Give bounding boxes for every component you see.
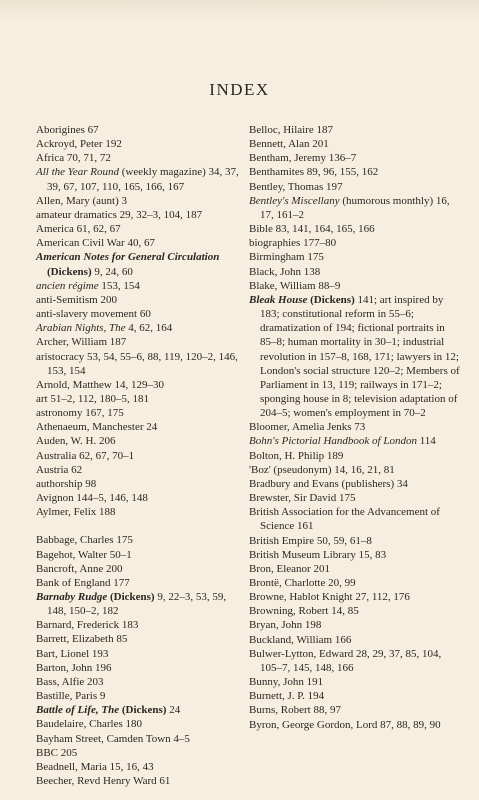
index-entry [249, 647, 461, 675]
index-entry [36, 491, 241, 505]
index-entry-text: Allen, Mary (aunt) 3 [36, 194, 128, 207]
index-entry-text: Brontë, Charlotte 20, 99 [249, 577, 356, 589]
index-entry-text: Australia 62, 67, 70–1 [36, 449, 135, 462]
index-entry-text: Avignon 144–5, 146, 148 [36, 492, 148, 505]
index-entry-text: Burns, Robert 88, 97 [249, 704, 341, 717]
index-entry-text: British Association for the Advancement of Science 161 [249, 506, 440, 533]
index-entry-text: Browne, Hablot Knight 27, 112, 176 [249, 591, 410, 604]
index-entry-text: Brewster, Sir David 175 [249, 492, 356, 505]
index-entry [249, 123, 461, 137]
index-entry [36, 420, 241, 434]
index-entry-text: 24 [166, 704, 181, 717]
index-entry [36, 222, 241, 236]
index-entry [36, 378, 241, 392]
index-entry-text: Athenaeum, Manchester 24 [36, 421, 158, 434]
index-entry-text: Ackroyd, Peter 192 [36, 138, 122, 151]
index-entry-text: astronomy 167, 175 [36, 407, 124, 420]
index-entry [249, 477, 461, 491]
index-entry [249, 236, 461, 250]
index-entry-text: Austria 62 [36, 463, 83, 476]
index-entry-text: Arnold, Matthew 14, 129–30 [36, 378, 165, 391]
index-entry-text: Bible 83, 141, 164, 165, 166 [249, 223, 375, 236]
index-entry-text: Blake, William 88–9 [249, 279, 341, 292]
index-entry [36, 774, 241, 788]
index-entry-text: Aborigines 67 [36, 124, 99, 136]
index-entry-text: Byron, George Gordon, Lord 87, 88, 89, 90 [249, 718, 441, 731]
index-entry-text: Baudelaire, Charles 180 [36, 718, 142, 731]
index-entry-text: art 51–2, 112, 180–5, 181 [36, 392, 149, 405]
index-entry [36, 236, 241, 250]
index-entry [36, 647, 241, 661]
index-entry-text: ancien régime [36, 279, 99, 292]
index-entry-text: Barnaby Rudge [36, 591, 108, 603]
index-entry-text: Bunny, John 191 [249, 676, 324, 689]
index-entry-text: (humorous monthly) 16, 17, 161–2 [260, 194, 450, 221]
index-entry [249, 180, 461, 194]
index-entry-text: 114 [416, 435, 436, 448]
index-entry [36, 321, 241, 335]
index-entry-text: (weekly magazine) 34, 37, 39, 67, 107, 110, 165, 166, 167 [47, 166, 239, 193]
index-entry [36, 576, 241, 590]
index-entry-text: Bastille, Paris 9 [36, 690, 106, 703]
index-entry-text: 153, 154 [98, 279, 140, 292]
index-entry [249, 279, 461, 293]
index-column-left [36, 123, 241, 788]
index-entry-text: 9, 24, 60 [91, 265, 133, 278]
index-entry [36, 165, 241, 193]
index-entry-text: (Dickens) [307, 293, 355, 306]
index-entry-text: Barton, John 196 [36, 661, 112, 674]
index-entry-text: Burnett, J. P. 194 [249, 690, 325, 703]
index-entry [36, 689, 241, 703]
index-entry [249, 576, 461, 590]
index-entry-text: Bulwer-Lytton, Edward 28, 29, 37, 85, 104, 105–7, 145, 148, 166 [249, 647, 442, 674]
index-entry [249, 718, 461, 732]
index-entry [249, 548, 461, 562]
index-entry [249, 633, 461, 647]
index-entry [36, 137, 241, 151]
index-entry [36, 208, 241, 222]
index-entry-text: Auden, W. H. 206 [36, 435, 116, 448]
index-entry [249, 534, 461, 548]
index-entry [36, 632, 241, 646]
index-entry [249, 222, 461, 236]
index-entry [36, 151, 241, 165]
index-entry-text: Bass, Alfie 203 [36, 675, 104, 688]
index-entry [36, 194, 241, 208]
page-title: INDEX [209, 80, 270, 99]
index-entry [36, 307, 241, 321]
index-entry [36, 760, 241, 774]
index-entry [36, 533, 241, 547]
index-column-right [249, 123, 461, 732]
index-entry-text: Belloc, Hilaire 187 [249, 124, 334, 136]
index-entry-text: aristocracy 53, 54, 55–6, 88, 119, 120–2, 146, 153, 154 [36, 350, 238, 377]
index-entry [36, 434, 241, 448]
index-entry-text: amateur dramatics 29, 32–3, 104, 187 [36, 208, 203, 221]
index-entry-text: 'Boz' (pseudonym) 14, 16, 21, 81 [249, 463, 395, 476]
index-entry-text: Bolton, H. Philip 189 [249, 449, 344, 462]
index-entry-text: Buckland, William 166 [249, 633, 352, 646]
index-entry [36, 392, 241, 406]
index-entry-text: Bradbury and Evans (publishers) 34 [249, 477, 408, 490]
index-entry [249, 194, 461, 222]
index-entry [249, 250, 461, 264]
index-entry-text: Bank of England 177 [36, 576, 130, 589]
index-entry [36, 293, 241, 307]
index-entry-text: Benthamites 89, 96, 155, 162 [249, 166, 379, 179]
index-entry-text: Archer, William 187 [36, 336, 127, 349]
index-entry-text: Bentley's Miscellany [249, 194, 340, 207]
index-entry-text: 141; art inspired by 183; constitutional reform in 55–6; dramatization of 194; fictional portraits in 85–8; human mortality in 30–1; industrial revolution in 157–8, 168, 171; lawyers in 12; London's social structure 120–2; Members of Parliament in 13, 119; railways in 171–2; sponging house in 8; television adaptation of 204–5; women's employment in 70–2 [260, 293, 460, 420]
index-entry-text: Bloomer, Amelia Jenks 73 [249, 421, 366, 434]
index-entry [249, 434, 461, 448]
index-entry [249, 590, 461, 604]
index-entry [36, 123, 241, 137]
index-entry-text: American Civil War 40, 67 [36, 237, 155, 250]
index-entry-text: Bohn's Pictorial Handbook of London [249, 435, 417, 448]
index-entry [36, 350, 241, 378]
index-entry [36, 279, 241, 293]
index-entry-text: Browning, Robert 14, 85 [249, 605, 359, 618]
index-entry-text: Bagehot, Walter 50–1 [36, 548, 132, 561]
index-entry [249, 618, 461, 632]
index-entry-text: (Dickens) [107, 591, 155, 603]
index-entry-text: (Dickens) [119, 704, 167, 717]
index-entry [36, 477, 241, 491]
index-entry-text: Birmingham 175 [249, 251, 324, 264]
index-entry [36, 406, 241, 420]
index-entry-text: anti-Semitism 200 [36, 293, 117, 306]
index-entry [36, 590, 241, 618]
index-entry-text: BBC 205 [36, 746, 78, 759]
index-entry [36, 463, 241, 477]
index-entry [249, 165, 461, 179]
index-entry [36, 732, 241, 746]
index-entry-text: (Dickens) [47, 265, 92, 278]
bleed-through-header [0, 0, 479, 22]
index-entry-text: America 61, 62, 67 [36, 223, 121, 236]
index-entry-text: Africa 70, 71, 72 [36, 152, 111, 165]
index-entry-text: Babbage, Charles 175 [36, 534, 133, 547]
index-entry-text: Bentham, Jeremy 136–7 [249, 152, 357, 165]
index-entry-text: British Museum Library 15, 83 [249, 548, 387, 561]
index-entry [249, 449, 461, 463]
index-entry [249, 137, 461, 151]
index-entry-text: Bennett, Alan 201 [249, 138, 329, 151]
index-entry-text: anti-slavery movement 60 [36, 308, 151, 321]
index-entry [36, 250, 241, 278]
index-entry [36, 746, 241, 760]
index-entry [249, 151, 461, 165]
index-entry [36, 661, 241, 675]
index-entry-text: Bryan, John 198 [249, 619, 322, 632]
index-entry [36, 548, 241, 562]
index-entry [36, 717, 241, 731]
index-entry [249, 505, 461, 533]
index-entry-text: Aylmer, Felix 188 [36, 506, 116, 519]
index-entry [249, 491, 461, 505]
index-entry-text: Bron, Eleanor 201 [249, 562, 330, 575]
index-entry [249, 703, 461, 717]
index-entry [249, 604, 461, 618]
index-entry-text: Beecher, Revd Henry Ward 61 [36, 775, 171, 788]
index-entry-text: Bentley, Thomas 197 [249, 180, 343, 193]
index-entry-text: Barnard, Frederick 183 [36, 619, 139, 632]
index-entry-text: authorship 98 [36, 477, 97, 490]
index-entry [36, 703, 241, 717]
index-entry-text: biographies 177–80 [249, 237, 337, 250]
index-entry-text: Bart, Lionel 193 [36, 647, 109, 660]
index-entry [36, 335, 241, 349]
index-entry [249, 420, 461, 434]
index-entry-text: Bleak House [249, 293, 308, 306]
index-entry [36, 562, 241, 576]
index-entry-text: Black, John 138 [249, 265, 321, 278]
index-entry-text: Beadnell, Maria 15, 16, 43 [36, 760, 154, 773]
letter-group-gap [36, 519, 241, 533]
index-entry [249, 562, 461, 576]
index-entry-text: Barrett, Elizabeth 85 [36, 633, 128, 646]
index-entry-text: Battle of Life, The [36, 704, 120, 717]
index-entry [249, 689, 461, 703]
index-entry [36, 505, 241, 519]
index-entry-text: American Notes for General Circulation [36, 251, 220, 264]
index-entry-text: 4, 62, 164 [125, 322, 173, 335]
index-entry [249, 293, 461, 420]
index-entry [36, 675, 241, 689]
index-entry-text: Arabian Nights, The [36, 322, 126, 335]
index-entry [249, 463, 461, 477]
index-entry [36, 449, 241, 463]
index-entry-text: Bancroft, Anne 200 [36, 562, 123, 575]
index-entry [36, 618, 241, 632]
index-entry-text: All the Year Round [36, 166, 120, 179]
index-entry [249, 265, 461, 279]
index-entry-text: 9, 22–3, 53, 59, 148, 150–2, 182 [47, 591, 227, 618]
index-entry-text: British Empire 50, 59, 61–8 [249, 534, 372, 547]
index-entry [249, 675, 461, 689]
index-entry-text: Bayham Street, Camden Town 4–5 [36, 732, 190, 745]
